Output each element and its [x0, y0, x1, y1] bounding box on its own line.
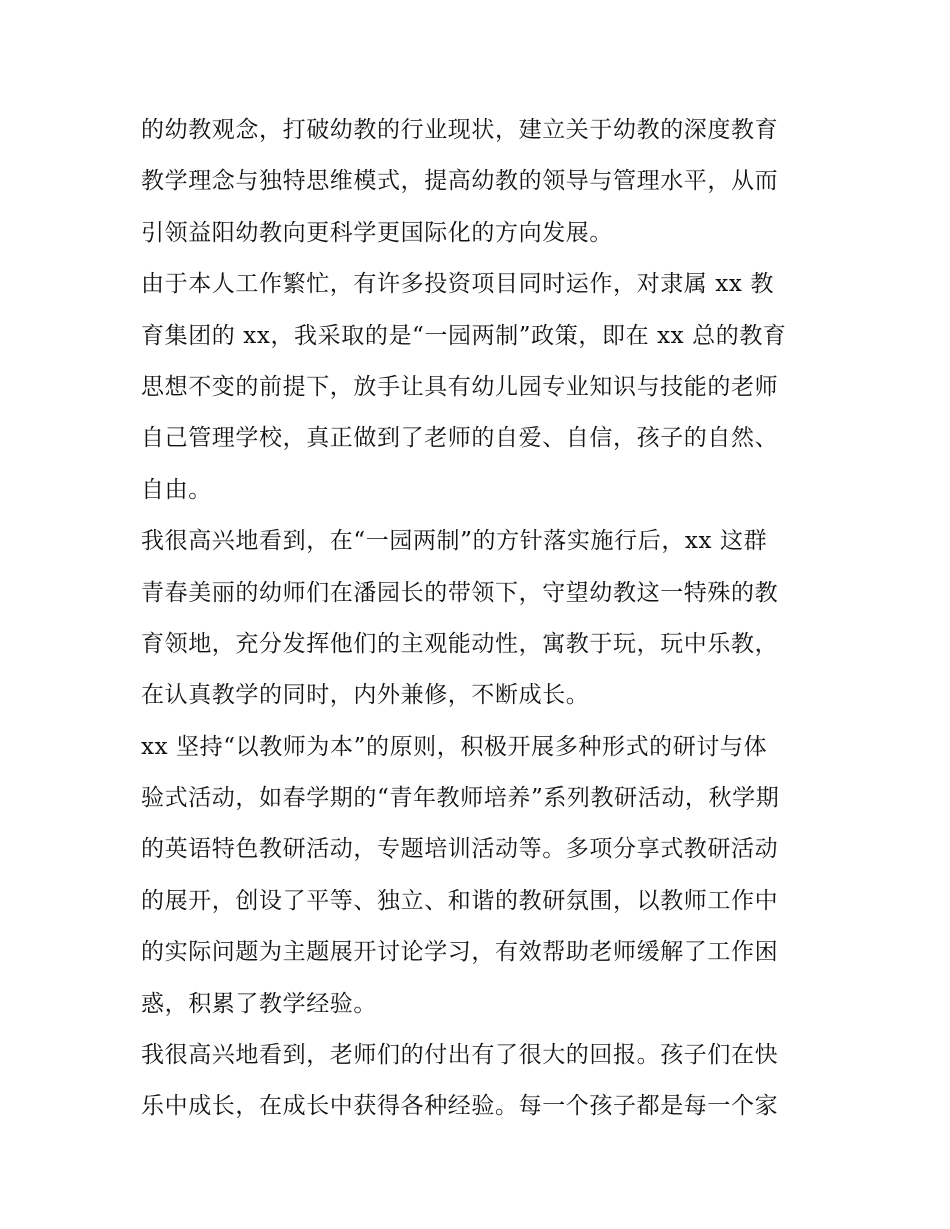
text-line: 自由。	[141, 476, 212, 503]
text-line: 的英语特色教研活动，专题培训活动等。多项分享式教研活动	[141, 836, 779, 863]
text-line: 的实际问题为主题展开讨论学习，有效帮助老师缓解了工作困	[141, 939, 779, 966]
text-line: 育领地，充分发挥他们的主观能动性，寓教于玩，玩中乐教，	[141, 630, 779, 657]
body-text	[141, 105, 813, 1133]
text-line: 青春美丽的幼师们在潘园长的带领下，守望幼教这一特殊的教	[141, 579, 779, 606]
text-line: xx 坚持“以教师为本”的原则，积极开展多种形式的研讨与体	[141, 733, 768, 760]
text-line: 引领益阳幼教向更科学更国际化的方向发展。	[141, 219, 613, 246]
text-line: 由于本人工作繁忙，有许多投资项目同时运作，对隶属 xx 教	[141, 271, 774, 298]
text-line: 在认真教学的同时，内外兼修，不断成长。	[141, 682, 590, 709]
text-line: 乐中成长，在成长中获得各种经验。每一个孩子都是每一个家	[141, 1093, 779, 1120]
text-line: 的展开，创设了平等、独立、和谐的教研氛围，以教师工作中	[141, 887, 779, 914]
text-line: 我很高兴地看到，在“一园两制”的方针落实施行后，xx 这群	[141, 528, 768, 555]
text-line: 我很高兴地看到，老师们的付出有了很大的回报。孩子们在快	[141, 1042, 779, 1069]
text-line: 教学理念与独特思维模式，提高幼教的领导与管理水平，从而	[141, 168, 779, 195]
text-line: 自己管理学校，真正做到了老师的自爱、自信，孩子的自然、	[141, 425, 779, 452]
text-line: 惑，积累了教学经验。	[141, 990, 377, 1017]
text-line: 思想不变的前提下，放手让具有幼儿园专业知识与技能的老师	[141, 373, 779, 400]
text-line: 育集团的 xx，我采取的是“一园两制”政策，即在 xx 总的教育	[141, 322, 787, 349]
text-line: 验式活动，如春学期的“青年教师培养”系列教研活动，秋学期	[141, 785, 780, 812]
text-line: 的幼教观念，打破幼教的行业现状，建立关于幼教的深度教育	[141, 117, 779, 143]
